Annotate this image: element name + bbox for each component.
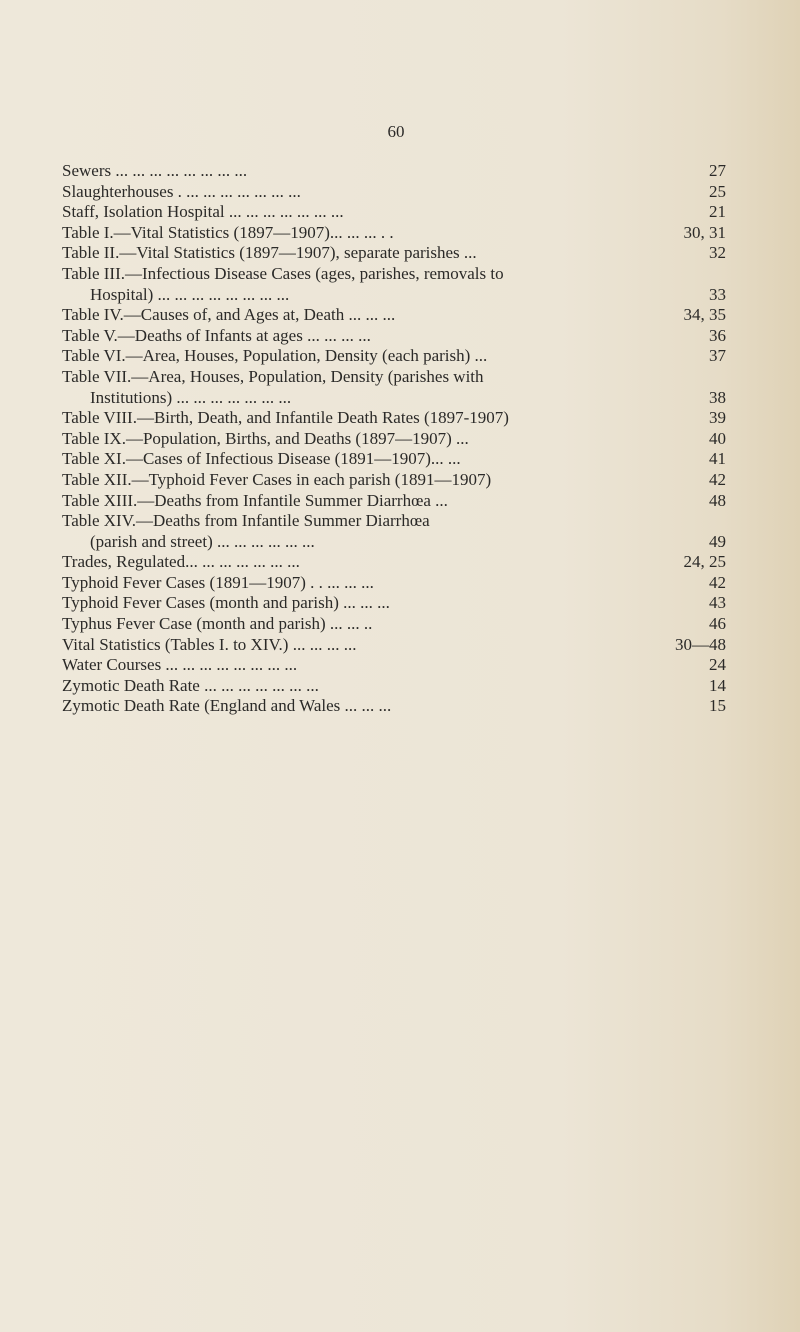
entry-text: Typhoid Fever Cases (1891—1907) . . ... ... ... [62,572,374,592]
entry-text: Table VI.—Area, Houses, Population, Density (each parish) ... [62,346,488,366]
entry-continuation: Hospital) ... ... ... ... ... ... ... ... [90,284,290,304]
entry-text: Zymotic Death Rate (England and Wales ... ... ... [62,696,392,716]
entry-page-ref: 33 [709,284,726,304]
entry-text: Table III.—Infectious Disease Cases (ages, parishes, removals to [62,263,504,283]
entry-text: Vital Statistics (Tables I. to XIV.) ... ... ... ... [62,634,357,654]
entry-text: Slaughterhouses . ... ... ... ... ... ... ... [62,181,301,201]
index-entry [62,202,726,223]
index-entry [62,346,726,367]
index-entry [62,449,726,470]
entry-page-ref: 36 [709,325,726,345]
entry-text: Table VII.—Area, Houses, Population, Density (parishes with [62,366,484,386]
index-entry [62,552,726,573]
entry-text: Trades, Regulated... ... ... ... ... ... ... [62,552,300,572]
index-entry [62,264,726,305]
entry-text: Water Courses ... ... ... ... ... ... ... ... [62,655,298,675]
index-entry [62,635,726,656]
page-number: 60 [387,122,405,141]
entry-text: Table XI.—Cases of Infectious Disease (1891—1907)... ... [62,449,461,469]
entry-page-ref: 24 [709,655,726,675]
index-entry [62,676,726,697]
index-entry [62,696,726,717]
entry-text: Table V.—Deaths of Infants at ages ... ... ... ... [62,325,371,345]
entry-page-ref: 46 [709,614,726,634]
index-entry [62,182,726,203]
index-entry [62,243,726,264]
entry-page-ref: 43 [709,593,726,613]
entry-text: Table XII.—Typhoid Fever Cases in each parish (1891—1907) [62,469,492,489]
entry-page-ref: 37 [709,346,726,366]
entry-text: Zymotic Death Rate ... ... ... ... ... ... ... [62,675,319,695]
index-entry [62,367,726,408]
entry-text: Staff, Isolation Hospital ... ... ... ... ... ... ... [62,202,344,222]
index-list [62,161,726,717]
entry-page-ref: 41 [709,449,726,469]
entry-text: Sewers ... ... ... ... ... ... ... ... [62,161,248,180]
entry-text: Table XIII.—Deaths from Infantile Summer Diarrhœa ... [62,490,448,510]
entry-page-ref: 15 [709,696,726,716]
index-entry [62,593,726,614]
entry-page-ref: 40 [709,428,726,448]
entry-page-ref: 30, 31 [683,222,726,242]
entry-page-ref: 39 [709,408,726,428]
index-entry [62,408,726,429]
entry-page-ref: 42 [709,572,726,592]
entry-text: Table IX.—Population, Births, and Deaths (1897—1907) ... [62,428,469,448]
index-entry [62,223,726,244]
entry-page-ref: 38 [709,387,726,407]
entry-text: Table VIII.—Birth, Death, and Infantile Death Rates (1897-1907) [62,408,509,428]
index-entry [62,326,726,347]
entry-page-ref: 42 [709,469,726,489]
entry-page-ref: 27 [709,161,726,180]
entry-page-ref: 48 [709,490,726,510]
entry-page-ref: 34, 35 [683,305,726,325]
entry-continuation: Institutions) ... ... ... ... ... ... ... [90,387,292,407]
index-entry [62,161,726,182]
entry-page-ref: 14 [709,675,726,695]
entry-text: Table II.—Vital Statistics (1897—1907), separate parishes ... [62,243,477,263]
index-entry [62,470,726,491]
entry-page-ref: 49 [709,531,726,551]
index-entry [62,429,726,450]
entry-page-ref: 32 [709,243,726,263]
index-entry [62,614,726,635]
entry-page-ref: 25 [709,181,726,201]
entry-text: Table XIV.—Deaths from Infantile Summer Diarrhœa [62,511,430,531]
entry-text: Typhoid Fever Cases (month and parish) ... ... ... [62,593,390,613]
entry-text: Table I.—Vital Statistics (1897—1907)... ... ... . . [62,222,394,242]
index-entry [62,491,726,512]
index-entry [62,305,726,326]
entry-page-ref: 21 [709,202,726,222]
entry-text: Typhus Fever Case (month and parish) ... ... .. [62,614,373,634]
entry-page-ref: 30—48 [675,634,726,654]
entry-text: Table IV.—Causes of, and Ages at, Death ... ... ... [62,305,396,325]
index-entry [62,511,726,552]
index-entry [62,655,726,676]
entry-continuation: (parish and street) ... ... ... ... ... ... [90,531,315,551]
index-entry [62,573,726,594]
entry-page-ref: 24, 25 [683,552,726,572]
